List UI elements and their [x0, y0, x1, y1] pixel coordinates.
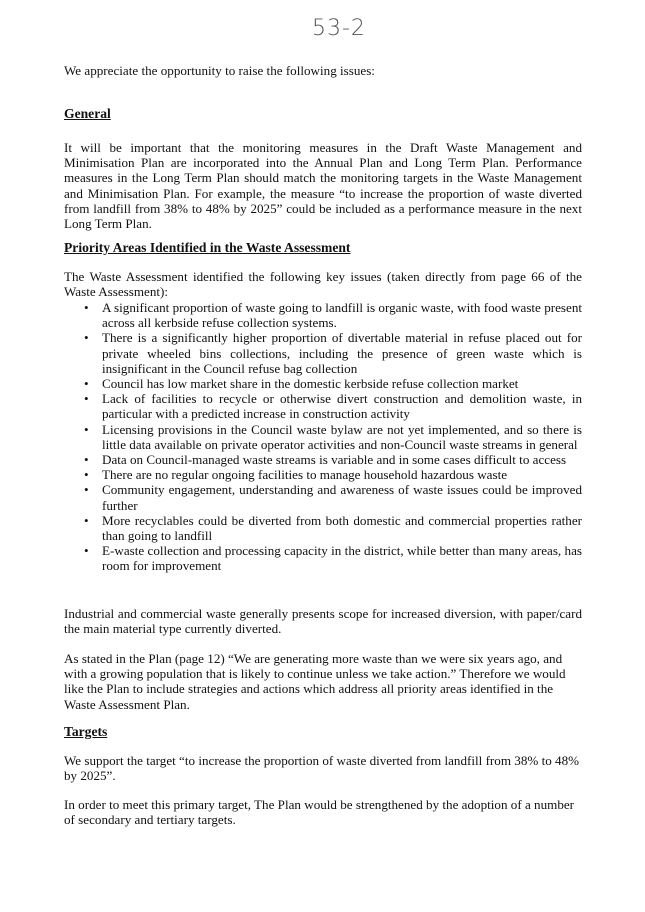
priority-heading: Priority Areas Identified in the Waste Assessment — [64, 240, 351, 255]
priority-closing: Industrial and commercial waste generally presents scope for increased diversion, with paper/card the main material type currently diverted. — [64, 606, 582, 637]
intro-text: We appreciate the opportunity to raise the following issues: — [64, 63, 375, 78]
list-item: • There are no regular ongoing facilities to manage household hazardous waste — [64, 467, 582, 482]
list-item: • Licensing provisions in the Council waste bylaw are not yet implemented, and so there is little data available on private operator activities and non-Council waste streams in general — [64, 422, 582, 452]
targets-support: We support the target “to increase the proportion of waste diverted from landfill from 38% to 48% by 2025”. — [64, 753, 580, 784]
list-item: • Council has low market share in the domestic kerbside refuse collection market — [64, 376, 582, 391]
list-item: • There is a significantly higher proportion of divertable material in refuse placed out for private wheeled bins collections, including the presence of green waste which is insignificant in the Council refuse bag collection — [64, 330, 582, 376]
targets-secondary: In order to meet this primary target, The Plan would be strengthened by the adoption of a number of secondary and tertiary targets. — [64, 797, 575, 828]
list-item: • A significant proportion of waste going to landfill is organic waste, with food waste present across all kerbside refuse collection systems. — [64, 300, 582, 330]
plan-statement: As stated in the Plan (page 12) “We are generating more waste than we were six years ago, and with a growing population that is likely to continue unless we take action.” Therefore we would like the Plan to include strategies and actions which address all priority areas identified in the Waste Assessment Plan. — [64, 651, 566, 712]
key-issues-list — [64, 300, 582, 574]
list-item: • More recyclables could be diverted from both domestic and commercial properties rather than going to landfill — [64, 513, 582, 543]
list-item: • Community engagement, understanding and awareness of waste issues could be improved further — [64, 482, 582, 512]
handwritten-annotation: 53-2 — [312, 16, 366, 41]
priority-lead: The Waste Assessment identified the following key issues (taken directly from page 66 of the Waste Assessment): — [64, 269, 582, 300]
list-item: • Data on Council-managed waste streams is variable and in some cases difficult to access — [64, 452, 582, 467]
general-heading: General — [64, 106, 111, 121]
list-item: • Lack of facilities to recycle or otherwise divert construction and demolition waste, in particular with a predicted increase in construction activity — [64, 391, 582, 421]
list-item: • E-waste collection and processing capacity in the district, while better than many areas, has room for improvement — [64, 543, 582, 573]
general-body: It will be important that the monitoring measures in the Draft Waste Management and Minimisation Plan are incorporated into the Annual Plan and Long Term Plan. Performance measures in the Long Term Plan should match the monitoring targets in the Waste Management and Minimisation Plan. For example, the measure “to increase the proportion of waste diverted from landfill from 38% to 48% by 2025” could be included as a performance measure in the next Long Term Plan. — [64, 140, 582, 232]
targets-heading: Targets — [64, 724, 108, 739]
